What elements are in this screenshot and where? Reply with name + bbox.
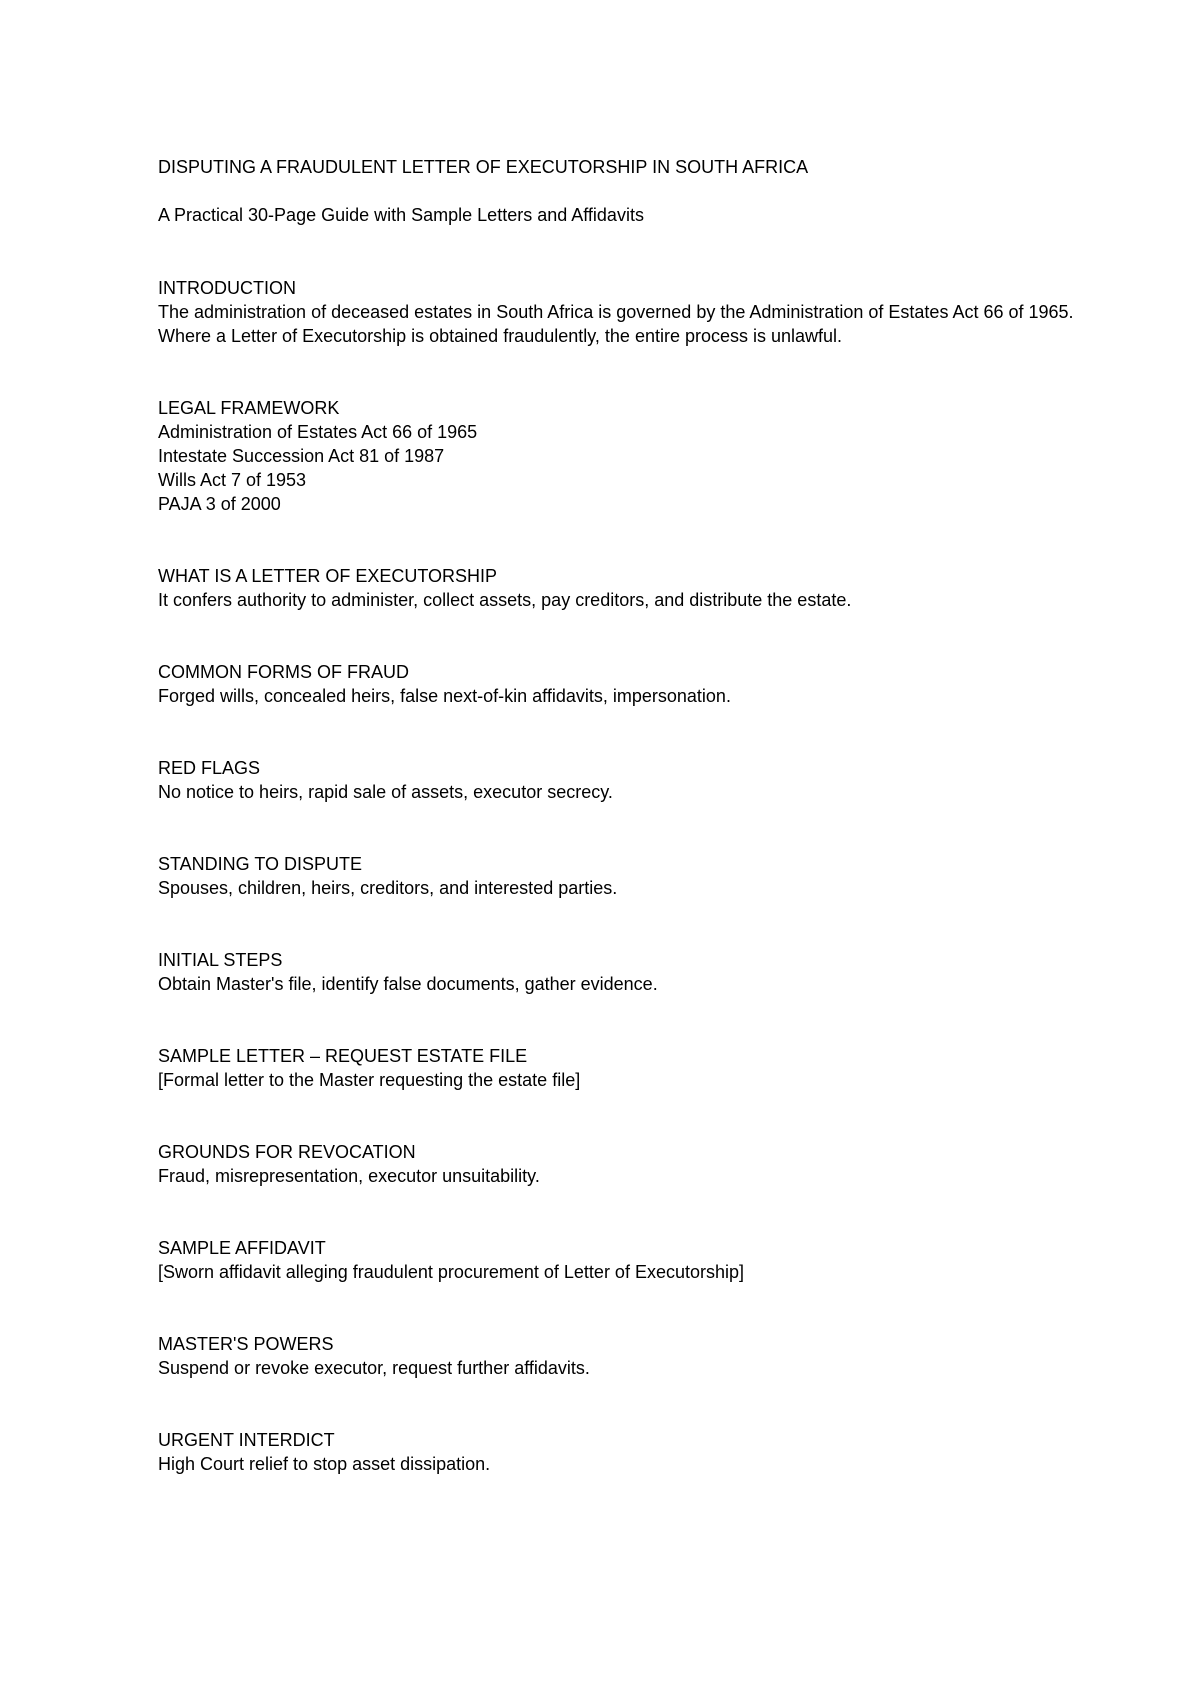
section-what-is-letter [158, 564, 1088, 612]
section-standing [158, 852, 1088, 900]
section-paragraph: No notice to heirs, rapid sale of assets, executor secrecy. [158, 782, 613, 802]
section-heading: INITIAL STEPS [158, 950, 283, 970]
section-urgent-interdict [158, 1428, 1088, 1476]
section-heading: LEGAL FRAMEWORK [158, 398, 340, 418]
section-sample-affidavit [158, 1236, 1088, 1284]
section-heading: INTRODUCTION [158, 278, 296, 298]
section-paragraph: Suspend or revoke executor, request further affidavits. [158, 1358, 590, 1378]
section-paragraph: Obtain Master's file, identify false documents, gather evidence. [158, 974, 658, 994]
section-heading: COMMON FORMS OF FRAUD [158, 662, 409, 682]
section-paragraph: [Formal letter to the Master requesting the estate file] [158, 1070, 581, 1090]
statute-line: Wills Act 7 of 1953 [158, 470, 307, 490]
statute-line: Administration of Estates Act 66 of 1965 [158, 422, 478, 442]
section-red-flags [158, 756, 1088, 804]
document-page [158, 155, 1088, 1476]
section-heading: RED FLAGS [158, 758, 261, 778]
section-initial-steps [158, 948, 1088, 996]
section-legal-framework [158, 396, 1088, 516]
section-paragraph: Fraud, misrepresentation, executor unsuitability. [158, 1166, 540, 1186]
section-paragraph: High Court relief to stop asset dissipation. [158, 1454, 491, 1474]
section-grounds-revocation [158, 1140, 1088, 1188]
section-paragraph: It confers authority to administer, collect assets, pay creditors, and distribute the estate. [158, 590, 852, 610]
section-masters-powers [158, 1332, 1088, 1380]
statute-line: PAJA 3 of 2000 [158, 494, 281, 514]
section-heading: SAMPLE LETTER – REQUEST ESTATE FILE [158, 1046, 528, 1066]
section-paragraph: [Sworn affidavit alleging fraudulent procurement of Letter of Executorship] [158, 1262, 745, 1282]
section-common-fraud [158, 660, 1088, 708]
section-heading: STANDING TO DISPUTE [158, 854, 363, 874]
document-subtitle: A Practical 30-Page Guide with Sample Letters and Affidavits [158, 205, 644, 225]
section-heading: WHAT IS A LETTER OF EXECUTORSHIP [158, 566, 498, 586]
section-paragraph: The administration of deceased estates in South Africa is governed by the Administration of Estates Act 66 of 1965. Where a Letter of Executorship is obtained fraudulently, the entire process is unlawful. [158, 302, 1074, 346]
section-paragraph: Spouses, children, heirs, creditors, and interested parties. [158, 878, 618, 898]
section-heading: URGENT INTERDICT [158, 1430, 335, 1450]
section-sample-letter [158, 1044, 1088, 1092]
document-title: DISPUTING A FRAUDULENT LETTER OF EXECUTORSHIP IN SOUTH AFRICA [158, 157, 809, 177]
statute-line: Intestate Succession Act 81 of 1987 [158, 446, 445, 466]
section-introduction [158, 276, 1088, 348]
section-heading: SAMPLE AFFIDAVIT [158, 1238, 326, 1258]
section-paragraph: Forged wills, concealed heirs, false next-of-kin affidavits, impersonation. [158, 686, 731, 706]
section-heading: GROUNDS FOR REVOCATION [158, 1142, 416, 1162]
document-sections [158, 276, 1088, 1476]
section-heading: MASTER'S POWERS [158, 1334, 334, 1354]
